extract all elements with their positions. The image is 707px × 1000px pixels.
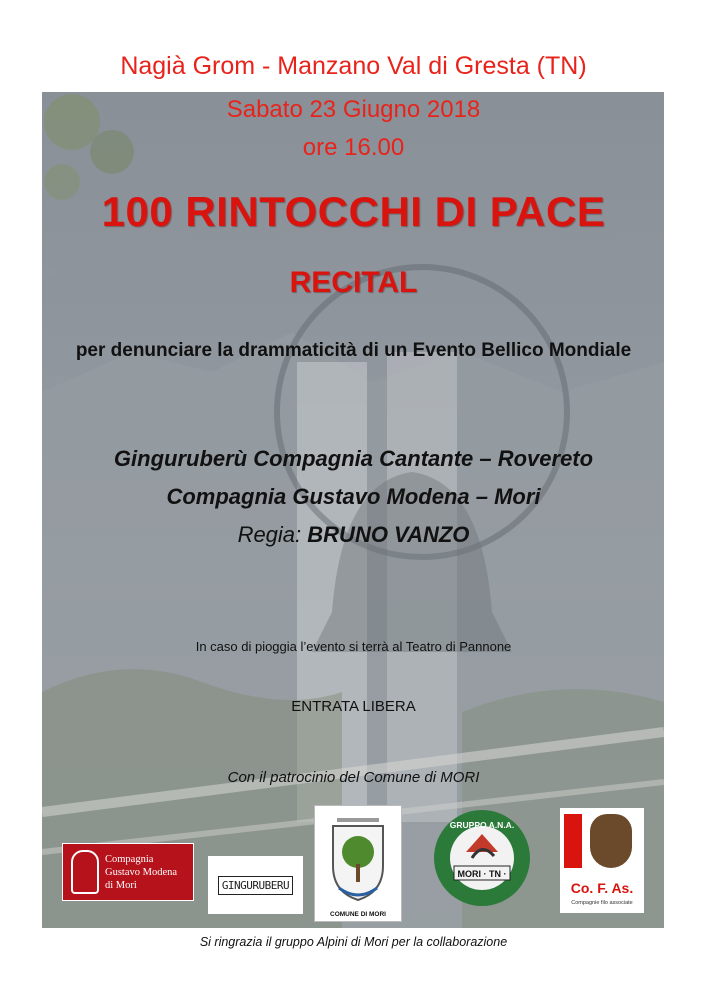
modena-line-1: Compagnia <box>105 853 154 865</box>
lyre-icon <box>71 850 99 894</box>
logo-comune-mori <box>314 805 402 922</box>
director-label: Regia: <box>237 522 308 547</box>
event-description: per denunciare la drammaticità di un Evento Bellico Mondiale <box>75 340 632 361</box>
modena-line-3: di Mori <box>105 879 137 891</box>
event-time: ore 16.00 <box>302 134 405 161</box>
mask-icon <box>590 814 632 868</box>
ana-top-text: GRUPPO A.N.A. <box>449 820 515 830</box>
logo-compagnia-modena <box>62 843 194 901</box>
event-subtitle: RECITAL <box>289 266 418 299</box>
coat-of-arms-icon <box>315 806 401 906</box>
company-ginguruberu: Ginguruberù Compagnia Cantante – Rovereto <box>113 446 594 471</box>
logo-gruppo-ana <box>432 808 532 908</box>
ginguruberu-text: GINGURUBERU <box>218 876 293 895</box>
cofas-subtext: Compagnie filo associate <box>571 900 633 906</box>
director-name: BRUNO VANZO <box>307 522 470 547</box>
footer-thanks: Si ringrazia il gruppo Alpini di Mori per la collaborazione <box>199 935 508 949</box>
director-line <box>0 522 707 548</box>
company-modena: Compagnia Gustavo Modena – Mori <box>166 484 541 509</box>
rain-note: In caso di pioggia l’evento si terrà al Teatro di Pannone <box>195 639 512 654</box>
modena-line-2: Gustavo Modena <box>105 866 178 878</box>
patronage: Con il patrocinio del Comune di MORI <box>227 769 480 786</box>
comune-label: COMUNE DI MORI <box>330 911 386 918</box>
red-banner-icon <box>564 814 582 868</box>
cofas-text: Co. F. As. <box>570 880 634 896</box>
event-title: 100 RINTOCCHI DI PACE <box>101 188 606 235</box>
event-date: Sabato 23 Giugno 2018 <box>226 96 481 123</box>
free-entry: ENTRATA LIBERA <box>291 698 416 715</box>
ana-bottom-text: MORI · TN · <box>457 869 507 879</box>
event-location: Nagià Grom - Manzano Val di Gresta (TN) <box>120 52 587 80</box>
cofas-emblem <box>564 810 640 876</box>
logo-cofas <box>560 808 644 913</box>
logo-ginguruberu <box>208 856 303 914</box>
